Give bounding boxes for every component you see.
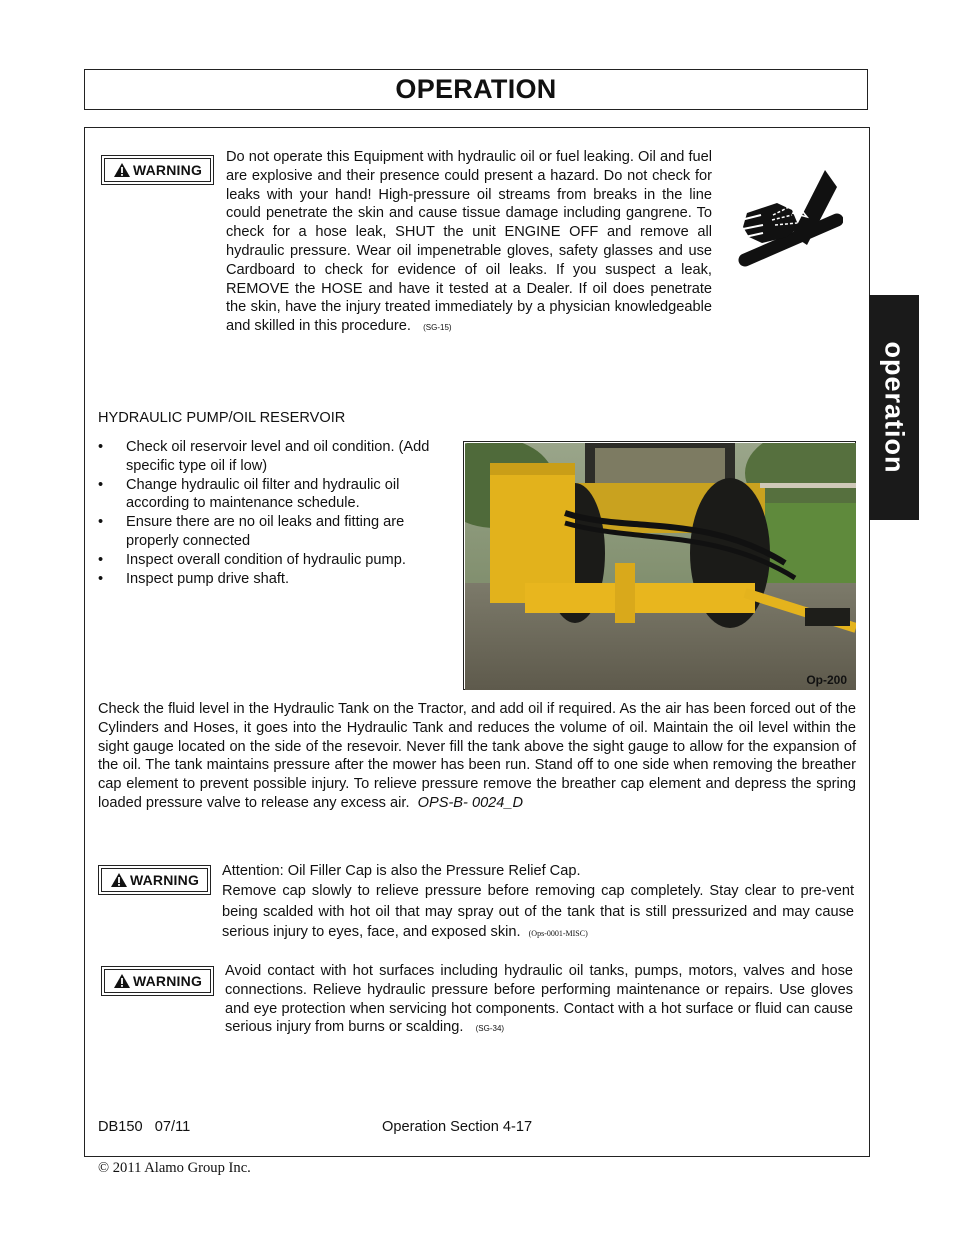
photo-frame [463, 441, 856, 690]
warning-badge [101, 966, 214, 996]
warning-triangle-icon [113, 973, 131, 989]
footer-section: Operation Section 4-17 [382, 1119, 533, 1135]
section-side-tab [869, 295, 919, 520]
warning-label: WARNING [129, 872, 200, 888]
checklist [98, 438, 458, 588]
warning-triangle-icon [110, 872, 128, 888]
list-item: • Check oil reservoir level and oil condition. (Add specific type oil if low) [98, 438, 458, 476]
page-header [84, 69, 868, 110]
warning-triangle-icon [113, 162, 131, 178]
warning-badge [98, 865, 211, 895]
warning-code: (Ops-0001-MISC) [528, 929, 588, 938]
list-item: • Inspect pump drive shaft. [98, 570, 458, 589]
side-tab-label: operation [879, 341, 910, 474]
tractor-photo [465, 443, 856, 690]
warning-filler-cap-text: Attention: Oil Filler Cap is also the Pressure Relief Cap. Remove cap slowly to relieve pressure before removing cap completely. Stay clear to pre-vent being scalded with hot oil that may spray out of the tank that is still pressurized and may cause serious injury to eyes, face, and exposed skin. (Ops-0001-MISC) [222, 863, 854, 940]
procedure-code: OPS-B- 0024_D [417, 794, 524, 811]
list-item: • Inspect overall condition of hydraulic pump. [98, 551, 458, 570]
warning-oil-leak-text: Do not operate this Equipment with hydraulic oil or fuel leaking. Oil and fuel are explosive and their presence could present a hazard. Do not check for leaks with your hand! High-pressure oil streams from breaks in the line could penetrate the skin and cause tissue damage including gangrene. To check for a hose leak, SHUT the unit ENGINE OFF and remove all hydraulic pressure. Wear oil impenetrable gloves, safety glasses and use Cardboard to check for evidence of oil leaks. If you suspect a leak, REMOVE the HOSE and have it tested at a Dealer. If oil does penetrate the skin, have the injury treated immediately by a physician knowledgeable and skilled in this procedure. (SG-15) [226, 149, 712, 335]
list-item: • Ensure there are no oil leaks and fitting are properly connected [98, 513, 458, 551]
warning-attention-line: Attention: Oil Filler Cap is also the Pressure Relief Cap. [222, 863, 581, 879]
section-heading: HYDRAULIC PUMP/OIL RESERVOIR [98, 410, 346, 426]
page-title: OPERATION [395, 74, 557, 104]
photo-caption: Op-200 [806, 673, 847, 687]
warning-hot-surface-text: Avoid contact with hot surfaces including hydraulic oil tanks, pumps, motors, valves and hose connections. Relieve hydraulic pressure before performing maintenance or repairs. Use gloves and eye protection when servicing hot components. Contact with a hot surface or fluid can cause serious injury from burns or scalding. (SG-34) [225, 963, 853, 1036]
copyright: © 2011 Alamo Group Inc. [98, 1160, 251, 1176]
hand-injection-hazard-icon [737, 165, 843, 273]
hydraulic-tank-instructions: Check the fluid level in the Hydraulic Tank on the Tractor, and add oil if required. As the air has been forced out of the Cylinders and Hoses, it goes into the Hydraulic Tank and reduces the volume of oil. Maintain the oil level within the sight gauge located on the side of the resevoir. Never fill the tank above the sight gauge to allow for the expansion of the oil. The tank maintains pressure after the mower has been run. Stand off to one side when removing the breather cap element to prevent possible injury. To relieve pressure remove the breather cap element and depress the spring loaded pressure valve to release any excess air. OPS-B- 0024_D [98, 701, 856, 811]
warning-label: WARNING [132, 973, 203, 989]
warning-label: WARNING [132, 162, 203, 178]
list-item: • Change hydraulic oil filter and hydraulic oil according to maintenance schedule. [98, 476, 458, 514]
warning-code: (SG-34) [475, 1024, 505, 1034]
footer-model: DB150 07/11 [98, 1119, 191, 1135]
warning-badge [101, 155, 214, 185]
warning-code: (SG-15) [423, 323, 452, 333]
